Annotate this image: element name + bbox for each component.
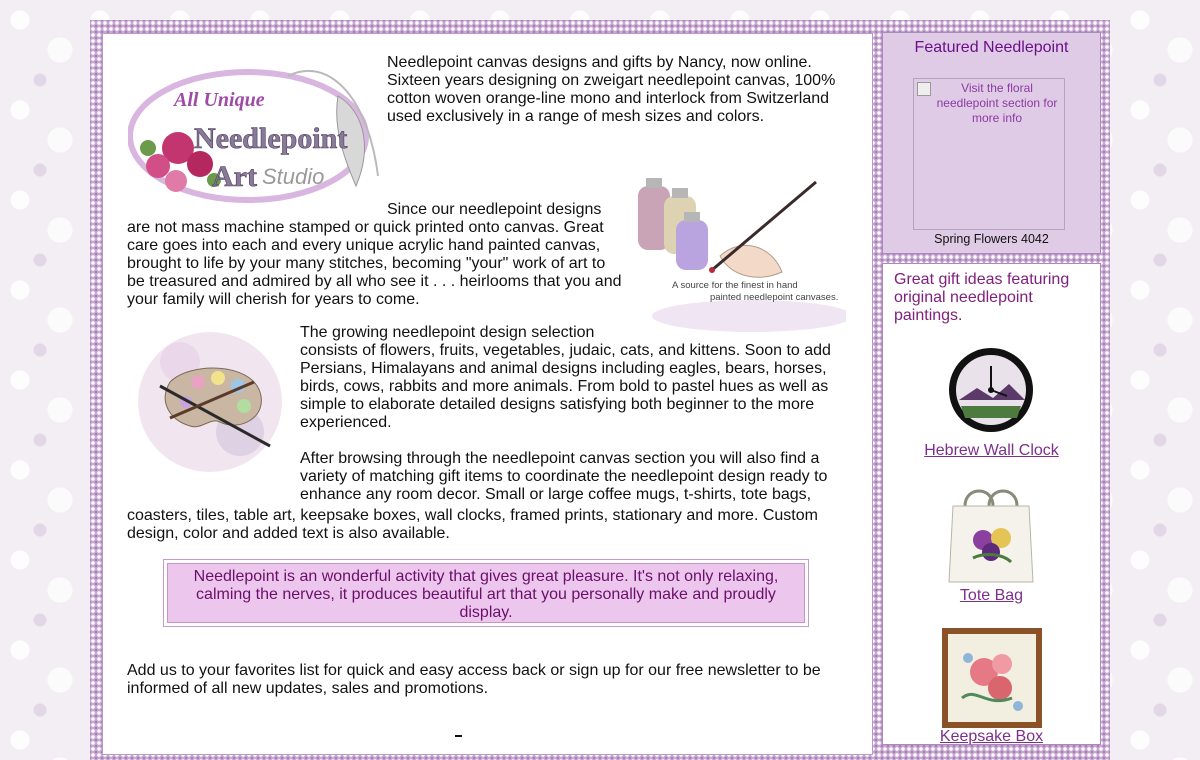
intro-paragraph-4-start: After browsing through the needlepoint canvas section you will also find a variety of matching gift items to coordinate the needlepoint design ready to enhance any room decor. Small or large coffee mugs, t-shirts, tote bags,: [300, 450, 828, 503]
paints-caption-1: A source for the finest in hand: [672, 280, 798, 291]
gift-link-tote[interactable]: Tote Bag: [959, 587, 1024, 604]
intro-paragraph-3: consists of flowers, fruits, vegetables, judaic, cats, and kittens. Soon to add Persians, Himalayans and animal designs including eagles, bears, horses, birds, cows, rabbits and more animals. From bold to pastel hues as well as simple to elaborate detailed designs satisfying both beginner to the more experienced.: [300, 342, 831, 431]
intro-paragraph-3-start: The growing needlepoint design selection: [300, 324, 595, 341]
intro-paragraph-2-start: Since our needlepoint designs: [387, 201, 602, 218]
divider-mark: [455, 735, 462, 737]
intro-paragraph-1: Needlepoint canvas designs and gifts by Nancy, now online. Sixteen years designing on zweigart needlepoint canvas, 100% cotton woven orange-line mono and interlock from Switzerland used exclusively in a range of mesh sizes and colors.: [387, 54, 836, 125]
gift-panel: [882, 263, 1101, 745]
featured-caption: Spring Flowers 4042: [934, 232, 1049, 246]
logo-text-4: Studio: [262, 164, 325, 189]
keepsake-box-image[interactable]: [942, 628, 1042, 728]
logo-text-3: Art: [212, 160, 257, 193]
gift-heading: Great gift ideas featuring original needlepoint paintings.: [894, 271, 1070, 324]
paints-caption-2: painted needlepoint canvases.: [710, 292, 839, 303]
logo-text-2: Needlepoint: [194, 122, 348, 155]
palette-illustration: [130, 322, 292, 484]
gift-link-keepsake[interactable]: Keepsake Box: [939, 728, 1044, 745]
featured-panel: [882, 32, 1101, 254]
gift-link-clock[interactable]: Hebrew Wall Clock: [924, 442, 1059, 459]
logo-text-1: All Unique: [174, 89, 265, 111]
intro-paragraph-5: Add us to your favorites list for quick and easy access back or sign up for our free newsletter to be informed of all new updates, sales and promotions.: [127, 662, 821, 697]
clock-image[interactable]: [947, 346, 1035, 434]
intro-paragraph-2: are not mass machine stamped or quick printed onto canvas. Great care goes into each and every unique acrylic hand painted canvas, brought to life by your many stitches, becoming "your" work of art to be treasured and admired by all who see it . . . heirlooms that you and your family will cherish for years to come.: [127, 219, 622, 308]
featured-image-alt: Visit the floral needlepoint section for more info: [936, 81, 1058, 125]
featured-title: Featured Needlepoint: [914, 39, 1069, 56]
broken-image-icon: [917, 82, 931, 96]
site-logo[interactable]: [128, 56, 384, 208]
paints-illustration: [632, 176, 846, 336]
tote-bag-image[interactable]: [945, 482, 1037, 584]
intro-paragraph-4: coasters, tiles, table art, keepsake boxes, wall clocks, framed prints, stationary and more. Custom design, color and added text is also available.: [127, 507, 818, 542]
featured-image[interactable]: [913, 78, 1065, 230]
quote-text: Needlepoint is an wonderful activity that gives great pleasure. It's not only relaxing, calming the nerves, it produces beautiful art that you personally make and proudly display.: [167, 563, 805, 623]
quote-box: [163, 559, 809, 627]
